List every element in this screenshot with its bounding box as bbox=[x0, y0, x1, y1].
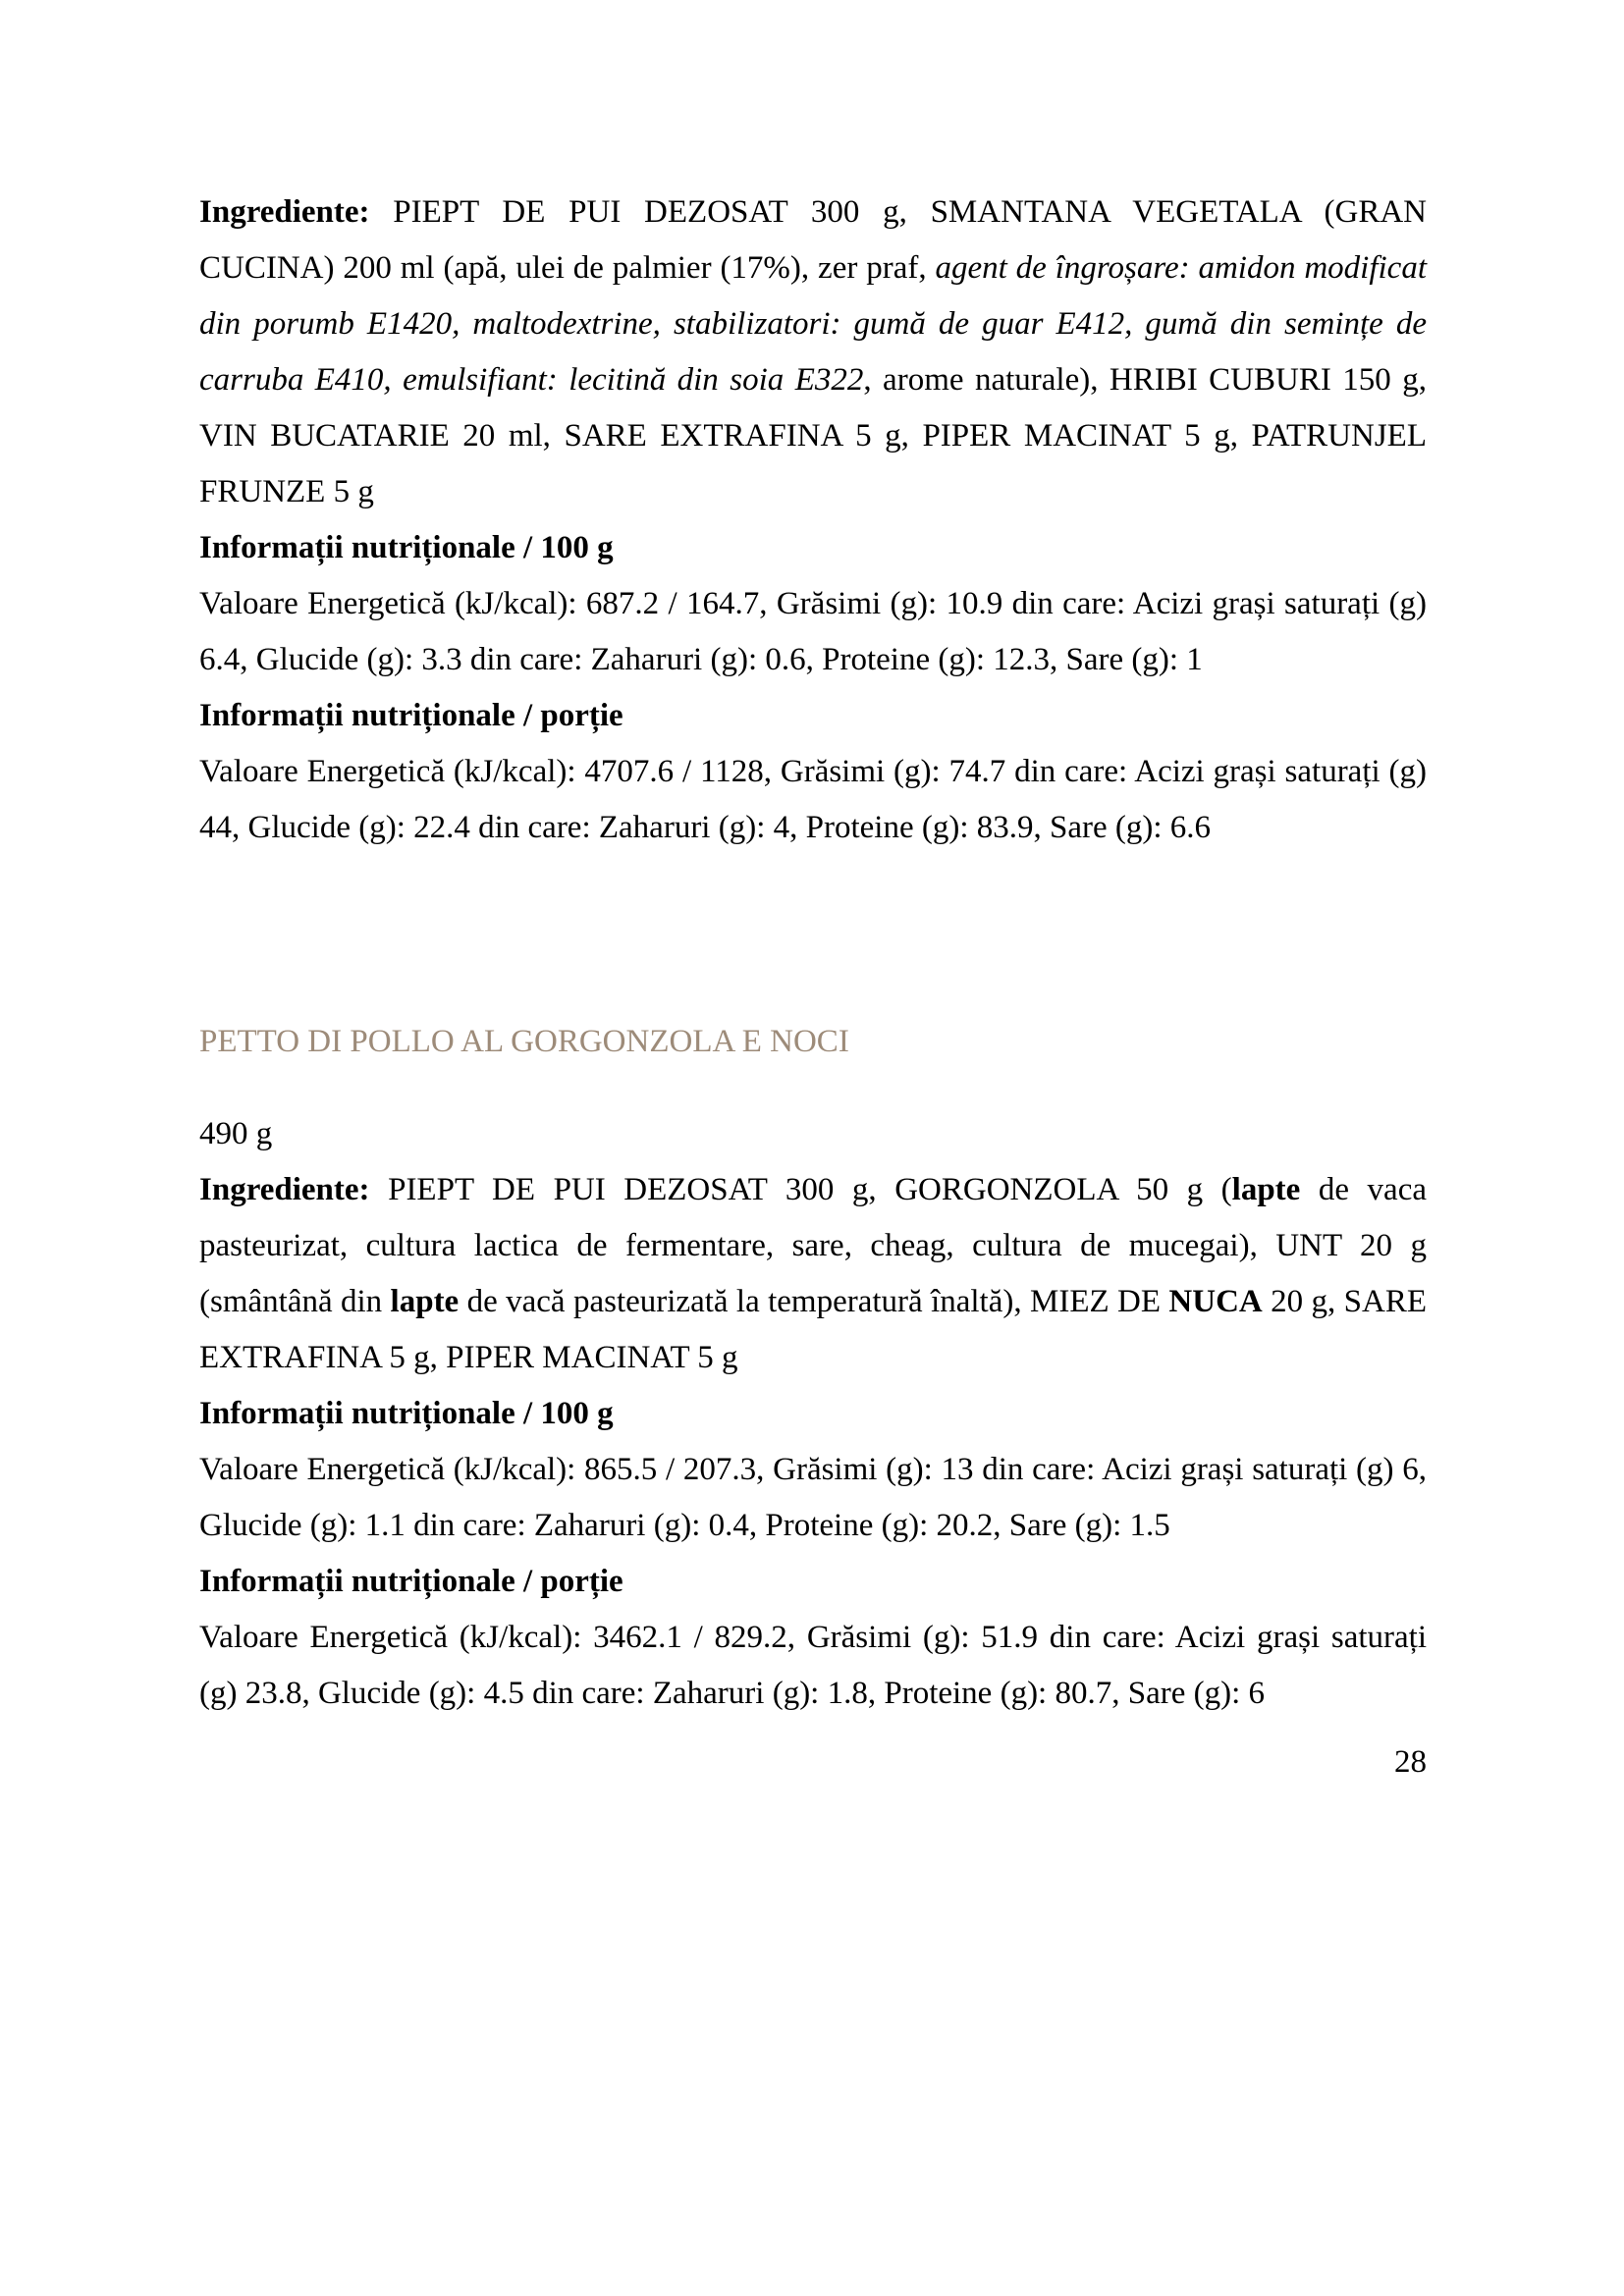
product2-nutrition-per-portion-heading: Informații nutriționale / porție bbox=[199, 1564, 623, 1599]
product1-ingredients-paragraph: Ingrediente: PIEPT DE PUI DEZOSAT 300 g, SMANTANA VEGETALA (GRAN CUCINA) 200 ml (apă, ulei de palmier (17%), zer praf, agent de îngroșare: amidon modificat din porumb E1420, maltodextrine, stabilizatori: gumă de guar E412, gumă din semințe de carruba E410, emulsifiant: lecitină din soia E322, arome naturale), HRIBI CUBURI 150 g, VIN BUCATARIE 20 ml, SARE EXTRAFINA 5 g, PIPER MACINAT 5 g, PATRUNJEL FRUNZE 5 g bbox=[199, 194, 1427, 509]
product1-nutrition-per-100g-values: Valoare Energetică (kJ/kcal): 687.2 / 164.7, Grăsimi (g): 10.9 din care: Acizi grași saturați (g) 6.4, Glucide (g): 3.3 din care: Zaharuri (g): 0.6, Proteine (g): 12.3, Sare (g): 1 bbox=[199, 586, 1427, 677]
product1-nutrition-per-portion-values: Valoare Energetică (kJ/kcal): 4707.6 / 1128, Grăsimi (g): 74.7 din care: Acizi grași saturați (g) 44, Glucide (g): 22.4 din care: Zaharuri (g): 4, Proteine (g): 83.9, Sare (g): 6.6 bbox=[199, 754, 1427, 845]
product2-nutrition-per-100g-values: Valoare Energetică (kJ/kcal): 865.5 / 207.3, Grăsimi (g): 13 din care: Acizi grași saturați (g) 6, Glucide (g): 1.1 din care: Zaharuri (g): 0.4, Proteine (g): 20.2, Sare (g): 1.5 bbox=[199, 1452, 1427, 1543]
product1-nutrition-per-portion-heading: Informații nutriționale / porție bbox=[199, 698, 623, 733]
document-content bbox=[199, 185, 1427, 1790]
product2-net-weight: 490 g bbox=[199, 1116, 273, 1151]
product2-title: PETTO DI POLLO AL GORGONZOLA E NOCI bbox=[199, 1024, 849, 1059]
page-number: 28 bbox=[1394, 1744, 1427, 1780]
product2-ingredients-paragraph: Ingrediente: PIEPT DE PUI DEZOSAT 300 g, GORGONZOLA 50 g (lapte de vaca pasteurizat, cultura lactica de fermentare, sare, cheag, cultura de mucegai), UNT 20 g (smântână din lapte de vacă pasteurizată la temperatură înaltă), MIEZ DE NUCA 20 g, SARE EXTRAFINA 5 g, PIPER MACINAT 5 g bbox=[199, 1172, 1427, 1375]
product2-nutrition-per-100g-heading: Informații nutriționale / 100 g bbox=[199, 1396, 614, 1431]
product2-nutrition-per-portion-values: Valoare Energetică (kJ/kcal): 3462.1 / 829.2, Grăsimi (g): 51.9 din care: Acizi grași saturați (g) 23.8, Glucide (g): 4.5 din care: Zaharuri (g): 1.8, Proteine (g): 80.7, Sare (g): 6 bbox=[199, 1620, 1427, 1711]
title-gap bbox=[199, 1070, 1427, 1106]
footer-gap bbox=[199, 1722, 1427, 1735]
section-gap bbox=[199, 856, 1427, 1014]
product1-nutrition-per-100g-heading: Informații nutriționale / 100 g bbox=[199, 530, 614, 565]
